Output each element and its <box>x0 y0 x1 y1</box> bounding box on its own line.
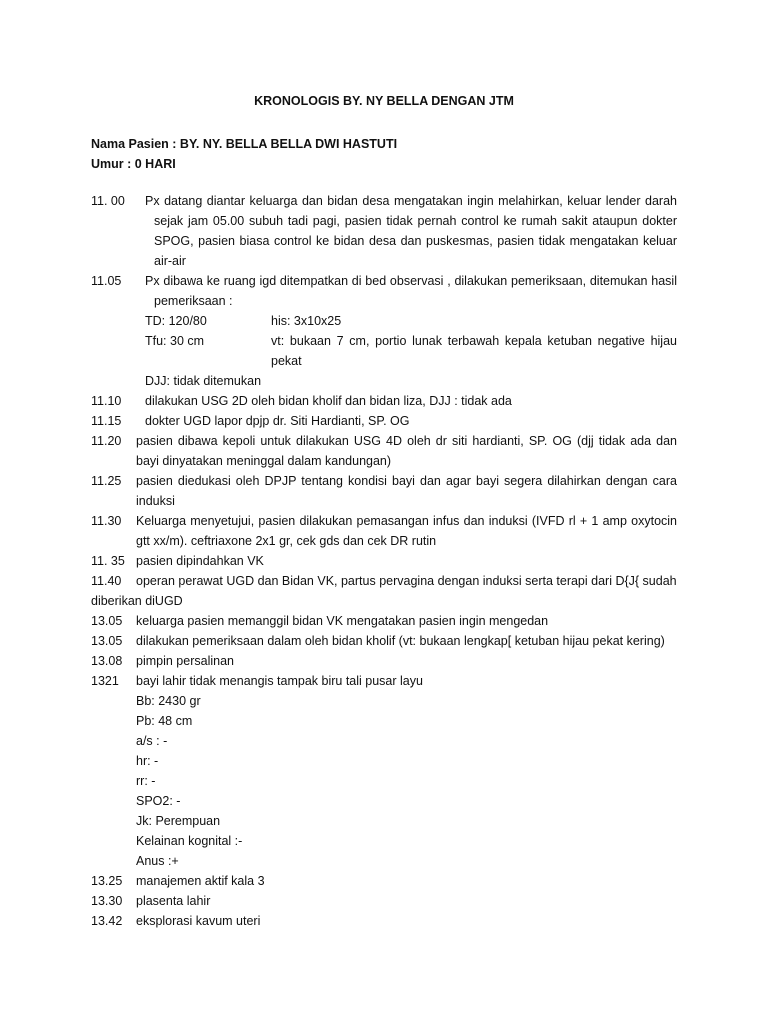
chronology-log <box>91 191 677 931</box>
log-entry <box>91 651 677 671</box>
entry-time: 11. 00 <box>91 194 125 208</box>
baby-heart-rate: hr: - <box>136 754 159 768</box>
exam-row <box>91 331 677 371</box>
entry-text: keluarga pasien memanggil bidan VK mengatakan pasien ingin mengedan <box>136 614 549 628</box>
log-entry <box>91 551 677 571</box>
entry-time: 13.05 <box>91 634 123 648</box>
entry-text-continued: diberikan diUGD <box>91 594 183 608</box>
entry-text: pasien dipindahkan VK <box>136 554 264 568</box>
entry-time: 11. 35 <box>91 554 125 568</box>
log-entry <box>91 571 677 611</box>
baby-spo2: SPO2: - <box>136 794 181 808</box>
log-entry <box>91 511 677 551</box>
entry-text: pimpin persalinan <box>136 654 234 668</box>
log-entry <box>91 671 677 691</box>
patient-age: Umur : 0 HARI <box>91 157 176 171</box>
exam-td: TD: 120/80 <box>145 314 207 328</box>
entry-time: 11.40 <box>91 574 122 588</box>
entry-time: 13.30 <box>91 894 123 908</box>
entry-time: 1321 <box>91 674 119 688</box>
exam-tfu: Tfu: 30 cm <box>145 334 205 348</box>
patient-name: Nama Pasien : BY. NY. BELLA BELLA DWI HASTUTI <box>91 137 398 151</box>
log-entry <box>91 271 677 311</box>
baby-resp-rate: rr: - <box>136 774 156 788</box>
baby-sex: Jk: Perempuan <box>136 814 221 828</box>
entry-text: manajemen aktif kala 3 <box>136 874 265 888</box>
baby-weight: Bb: 2430 gr <box>136 694 201 708</box>
entry-text: bayi lahir tidak menangis tampak biru tali pusar layu <box>136 674 423 688</box>
entry-time: 11.30 <box>91 514 122 528</box>
log-entry <box>91 871 677 891</box>
entry-text: eksplorasi kavum uteri <box>136 914 261 928</box>
entry-text: pasien dibawa kepoli untuk dilakukan USG 4D oleh dr siti hardianti, SP. OG (djj tidak ada dan bayi dinyatakan meninggal dalam kandungan) <box>136 434 677 468</box>
log-entry <box>91 431 677 471</box>
entry-text: Keluarga menyetujui, pasien dilakukan pemasangan infus dan induksi (IVFD rl + 1 amp oxytocin gtt xx/m). ceftriaxone 2x1 gr, cek gds dan cek DR rutin <box>136 514 677 548</box>
patient-info <box>91 134 397 174</box>
document-title: KRONOLOGIS BY. NY BELLA DENGAN JTM <box>254 94 514 108</box>
log-entry <box>91 191 677 271</box>
exam-row <box>91 311 677 331</box>
log-entry <box>91 911 677 931</box>
entry-time: 13.42 <box>91 914 123 928</box>
entry-time: 13.05 <box>91 614 123 628</box>
baby-anus: Anus :+ <box>136 854 179 868</box>
log-entry <box>91 611 677 631</box>
entry-text: Px datang diantar keluarga dan bidan desa mengatakan ingin melahirkan, keluar lender darah sejak jam 05.00 subuh tadi pagi, pasien tidak pernah control ke rumah sakit ataupun dokter SPOG, pasien biasa control ke bidan desa dan puskesmas, pasien tidak mengatakan keluar air-air <box>145 194 677 268</box>
baby-congenital: Kelainan kognital :- <box>136 834 243 848</box>
baby-length: Pb: 48 cm <box>136 714 193 728</box>
entry-text: Px dibawa ke ruang igd ditempatkan di bed observasi , dilakukan pemeriksaan, ditemukan hasil pemeriksaan : <box>145 274 677 308</box>
entry-text: plasenta lahir <box>136 894 211 908</box>
entry-time: 11.15 <box>91 414 122 428</box>
baby-apgar: a/s : - <box>136 734 168 748</box>
entry-time: 13.25 <box>91 874 123 888</box>
exam-vt: vt: bukaan 7 cm, portio lunak terbawah kepala ketuban negative hijau pekat <box>271 334 677 368</box>
entry-time: 13.08 <box>91 654 123 668</box>
entry-time: 11.20 <box>91 434 122 448</box>
entry-time: 11.10 <box>91 394 122 408</box>
log-entry <box>91 471 677 511</box>
entry-text: dokter UGD lapor dpjp dr. Siti Hardianti, SP. OG <box>145 414 410 428</box>
exam-his: his: 3x10x25 <box>271 314 342 328</box>
entry-time: 11.25 <box>91 474 122 488</box>
log-entry <box>91 411 677 431</box>
log-entry <box>91 391 677 411</box>
entry-text: dilakukan USG 2D oleh bidan kholif dan bidan liza, DJJ : tidak ada <box>145 394 512 408</box>
entry-text: pasien diedukasi oleh DPJP tentang kondisi bayi dan agar bayi segera dilahirkan dengan cara induksi <box>136 474 677 508</box>
entry-text: dilakukan pemeriksaan dalam oleh bidan kholif (vt: bukaan lengkap[ ketuban hijau pekat kering) <box>136 634 665 648</box>
entry-text: operan perawat UGD dan Bidan VK, partus pervagina dengan induksi serta terapi dari D{J{ sudah <box>136 574 677 588</box>
log-entry <box>91 891 677 911</box>
entry-time: 11.05 <box>91 274 122 288</box>
exam-djj: DJJ: tidak ditemukan <box>145 374 262 388</box>
log-entry <box>91 631 677 651</box>
